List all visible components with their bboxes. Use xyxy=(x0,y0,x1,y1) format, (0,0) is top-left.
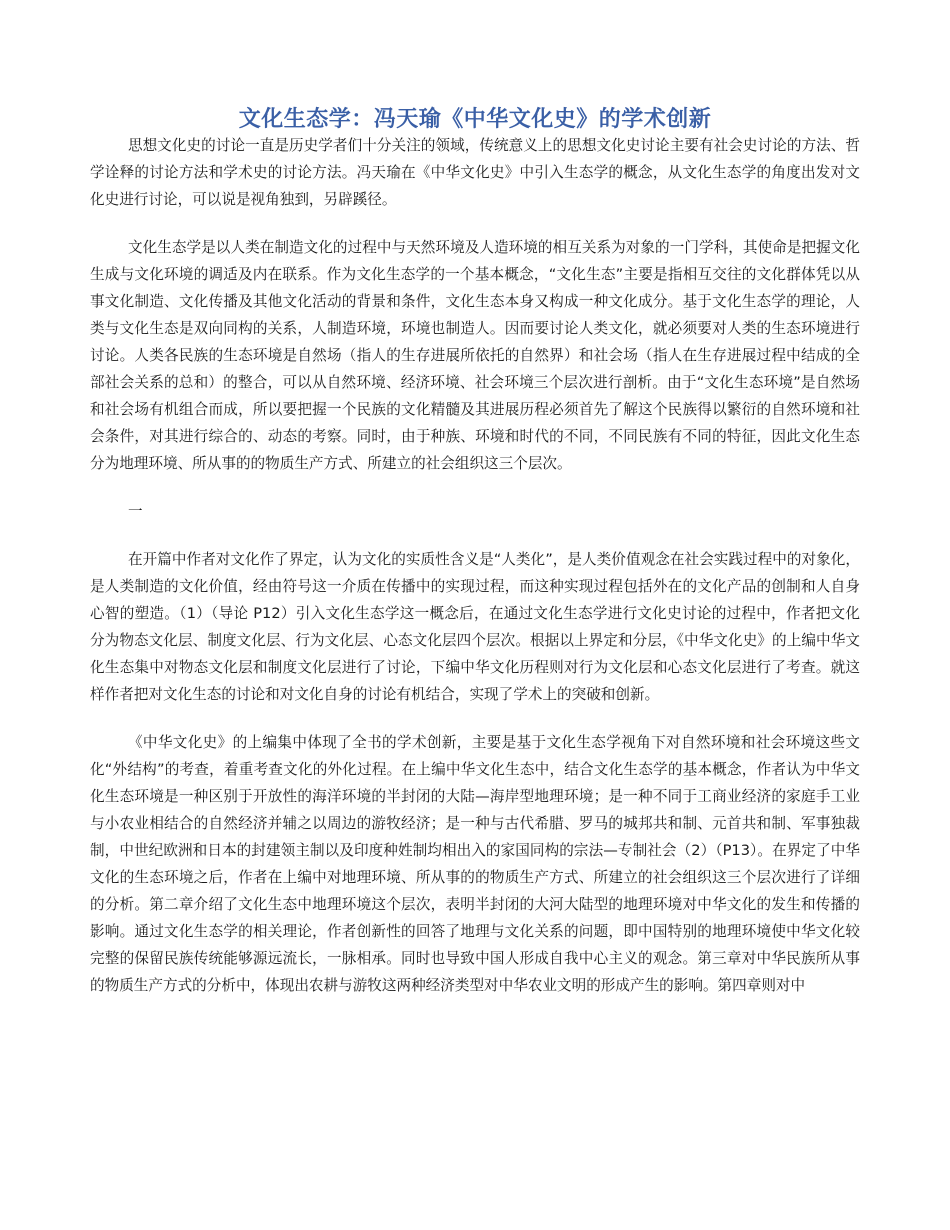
document-body xyxy=(90,132,860,1020)
paragraph-intro: 思想文化史的讨论一直是历史学者们十分关注的领域，传统意义上的思想文化史讨论主要有社会史讨论的方法、哲学诠释的讨论方法和学术史的讨论方法。冯天瑜在《中华文化史》中引入生态学的概念，从文化生态学的角度出发对文化史进行讨论，可以说是视角独到，另辟蹊径。 xyxy=(90,137,860,208)
document-title: 文化生态学：冯天瑜《中华文化史》的学术创新 xyxy=(238,106,712,132)
paragraph-cultural-ecology: 文化生态学是以人类在制造文化的过程中与天然环境及人造环境的相互关系为对象的一门学科，其使命是把握文化生成与文化环境的调适及内在联系。作为文化生态学的一个基本概念，“文化生态”主要是指相互交往的文化群体凭以从事文化制造、文化传播及其他文化活动的背景和条件，文化生态本身又构成一种文化成分。基于文化生态学的理论，人类与文化生态是双向同构的关系，人制造环境，环境也制造人。因而要讨论人类文化，就必须要对人类的生态环境进行讨论。人类各民族的生态环境是自然场（指人的生存进展所依托的自然界）和社会场（指人在生存进展过程中结成的全部社会关系的总和）的整合，可以从自然环境、经济环境、社会环境三个层次进行剖析。由于“文化生态环境”是自然场和社会场有机组合而成，所以要把握一个民族的文化精髓及其进展历程必须首先了解这个民族得以繁衍的自然环境和社会条件，对其进行综合的、动态的考察。同时，由于种族、环境和时代的不同，不同民族有不同的特征，因此文化生态分为地理环境、所从事的的物质生产方式、所建立的社会组织这三个层次。 xyxy=(90,239,860,472)
paragraph-culture-definition: 在开篇中作者对文化作了界定，认为文化的实质性含义是“人类化”，是人类价值观念在社会实践过程中的对象化，是人类制造的文化价值，经由符号这一介质在传播中的实现过程，而这种实现过程包括外在的文化产品的创制和人自身心智的塑造。（1）（导论 P12）引入文化生态学这一概念后，在通过文化生态学进行文化史讨论的过程中，作者把文化分为物态文化层、制度文化层、行为文化层、心态文化层四个层次。根据以上界定和分层，《中华文化史》的上编中华文化生态集中对物态文化层和制度文化层进行了讨论，下编中华文化历程则对行为文化层和心态文化层进行了考查。就这样作者把对文化生态的讨论和对文化自身的讨论有机结合，实现了学术上的突破和创新。 xyxy=(90,551,860,703)
paragraph-upper-volume: 《中华文化史》的上编集中体现了全书的学术创新，主要是基于文化生态学视角下对自然环境和社会环境这些文化“外结构”的考查，着重考查文化的外化过程。在上编中华文化生态中，结合文化生态学的基本概念，作者认为中华文化生态环境是一种区别于开放性的海洋环境的半封闭的大陆—海岸型地理环境；是一种不同于工商业经济的家庭手工业与小农业相结合的自然经济并辅之以周边的游牧经济；是一种与古代希腊、罗马的城邦共和制、元首共和制、军事独裁制，中世纪欧洲和日本的封建领主制以及印度种姓制均相出入的家国同构的宗法—专制社会（2）（P13）。在界定了中华文化的生态环境之后，作者在上编中对地理环境、所从事的的物质生产方式、所建立的社会组织这三个层次进行了详细的分析。第二章介绍了文化生态中地理环境这个层次，表明半封闭的大河大陆型的地理环境对中华文化的发生和传播的影响。通过文化生态学的相关理论，作者创新性的回答了地理与文化关系的问题，即中国特别的地理环境使中华文化较完整的保留民族传统能够源远流长，一脉相承。同时也导致中国人形成自我中心主义的观念。第三章对中华民族所从事的物质生产方式的分析中，体现出农耕与游牧这两种经济类型对中华农业文明的形成产生的影响。第四章则对中 xyxy=(90,734,860,994)
section-number: 一 xyxy=(127,503,143,520)
